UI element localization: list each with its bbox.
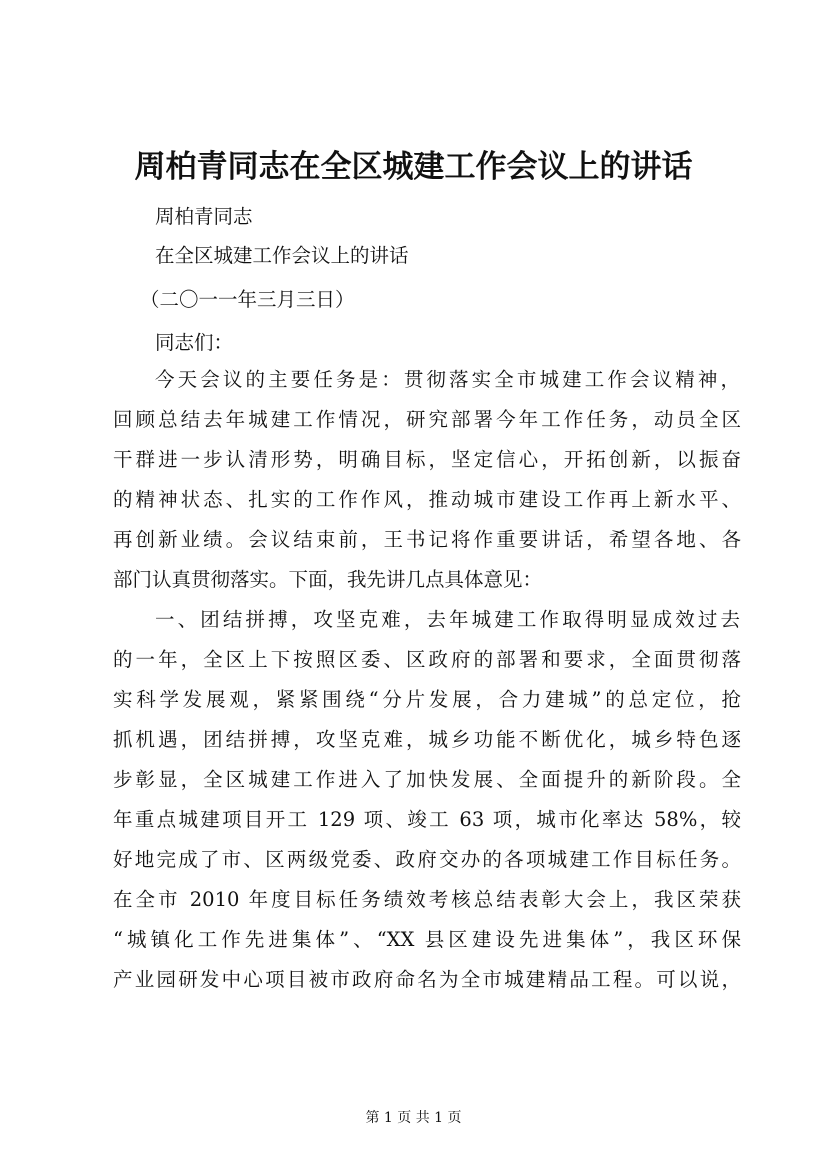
paragraph-line: 在全市 2010 年度目标任务绩效考核总结表彰大会上，我区荣获: [113, 888, 741, 911]
salutation-line: 同志们：: [155, 331, 234, 354]
page-number-footer: 第 1 页 共 1 页: [365, 1110, 462, 1126]
document-title: 周柏青同志在全区城建工作会议上的讲话: [134, 149, 693, 185]
speaker-line: 周柏青同志: [155, 205, 253, 228]
subtitle-line: 在全区城建工作会议上的讲话: [155, 244, 409, 267]
paragraph-line: 年重点城建项目开工 129 项、竣工 63 项，城市化率达 58%，较: [113, 808, 741, 831]
paragraph-line: 干群进一步认清形势，明确目标，坚定信心，开拓创新，以振奋: [113, 448, 741, 471]
paragraph-line: 一、团结拼搏，攻坚克难，去年城建工作取得明显成效过去: [155, 608, 740, 631]
paragraph-line: 再创新业绩。会议结束前，王书记将作重要讲话，希望各地、各: [113, 528, 741, 551]
paragraph-line: 回顾总结去年城建工作情况，研究部署今年工作任务，动员全区: [113, 408, 741, 431]
paragraph-line: 步彰显，全区城建工作进入了加快发展、全面提升的新阶段。全: [113, 768, 741, 791]
paragraph-line: 好地完成了市、区两级党委、政府交办的各项城建工作目标任务。: [113, 848, 741, 871]
paragraph-line: “城镇化工作先进集体”、“XX 县区建设先进集体”，我区环保: [113, 928, 741, 951]
paragraph-line: 的一年，全区上下按照区委、区政府的部署和要求，全面贯彻落: [113, 648, 741, 671]
paragraph-line: 产业园研发中心项目被市政府命名为全市城建精品工程。可以说，: [113, 968, 741, 991]
date-line: （二〇一一年三月三日）: [140, 288, 355, 311]
paragraph-line: 实科学发展观，紧紧围绕“分片发展，合力建城”的总定位，抢: [113, 688, 741, 711]
paragraph-line: 今天会议的主要任务是：贯彻落实全市城建工作会议精神，: [155, 368, 740, 391]
paragraph-line: 抓机遇，团结拼搏，攻坚克难，城乡功能不断优化，城乡特色逐: [113, 728, 741, 751]
paragraph-line: 部门认真贯彻落实。下面，我先讲几点具体意见：: [113, 568, 543, 591]
paragraph-line: 的精神状态、扎实的工作作风，推动城市建设工作再上新水平、: [113, 488, 741, 511]
